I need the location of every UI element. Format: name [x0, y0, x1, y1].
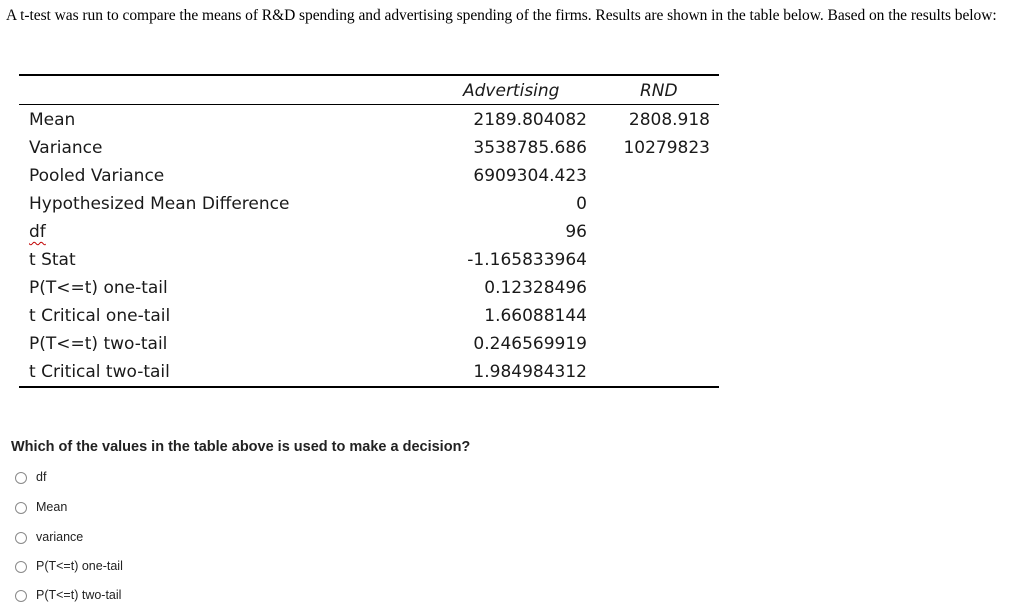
- row-label: t Stat: [29, 250, 76, 270]
- advertising-value: 1.984984312: [473, 362, 587, 382]
- radio-button[interactable]: [15, 561, 27, 573]
- table-row-hypothesized-mean-difference: [19, 194, 719, 222]
- intro-text: A t-test was run to compare the means of R&D spending and advertising spending of the firms. Results are shown in the table below. Based on the results below:: [6, 7, 997, 24]
- table-row-variance: [19, 138, 719, 166]
- option-label[interactable]: P(T<=t) two-tail: [36, 588, 122, 602]
- table-bottom-rule: [19, 386, 719, 388]
- table-row-p-two-tail: [19, 334, 719, 362]
- table-top-rule: [19, 74, 719, 76]
- advertising-value: 2189.804082: [473, 110, 587, 130]
- advertising-value: 0.246569919: [473, 334, 587, 354]
- option-label[interactable]: df: [36, 470, 47, 484]
- row-label: t Critical two-tail: [29, 362, 170, 382]
- radio-button[interactable]: [15, 590, 27, 602]
- rnd-value: 10279823: [623, 138, 710, 158]
- rnd-value: 2808.918: [628, 110, 710, 130]
- radio-button[interactable]: [15, 502, 27, 514]
- option-label[interactable]: Mean: [36, 500, 68, 514]
- radio-button[interactable]: [15, 472, 27, 484]
- option-label[interactable]: P(T<=t) one-tail: [36, 559, 123, 573]
- table-row-mean: [19, 110, 719, 138]
- row-label: df: [29, 222, 46, 242]
- row-label: P(T<=t) one-tail: [29, 278, 168, 298]
- row-label: Mean: [29, 110, 76, 130]
- row-label: Hypothesized Mean Difference: [29, 194, 290, 214]
- advertising-value: 0: [576, 194, 587, 214]
- header-advertising: Advertising: [463, 81, 560, 101]
- table-row-p-one-tail: [19, 278, 719, 306]
- advertising-value: 1.66088144: [484, 306, 587, 326]
- row-label: Pooled Variance: [29, 166, 165, 186]
- advertising-value: 6909304.423: [473, 166, 587, 186]
- advertising-value: -1.165833964: [467, 250, 587, 270]
- table-row-pooled-variance: [19, 166, 719, 194]
- option-label[interactable]: variance: [36, 530, 84, 544]
- table-header-rule: [19, 104, 719, 105]
- row-label: t Critical one-tail: [29, 306, 171, 326]
- table-row-df: [19, 222, 719, 250]
- advertising-value: 96: [565, 222, 587, 242]
- advertising-value: 3538785.686: [473, 138, 587, 158]
- advertising-value: 0.12328496: [484, 278, 587, 298]
- radio-button[interactable]: [15, 532, 27, 544]
- row-label: Variance: [29, 138, 103, 158]
- header-rnd: RND: [640, 81, 678, 101]
- table-row-t-stat: [19, 250, 719, 278]
- table-row-t-critical-one-tail: [19, 306, 719, 334]
- row-label: P(T<=t) two-tail: [29, 334, 168, 354]
- question-text: Which of the values in the table above is used to make a decision?: [11, 439, 471, 455]
